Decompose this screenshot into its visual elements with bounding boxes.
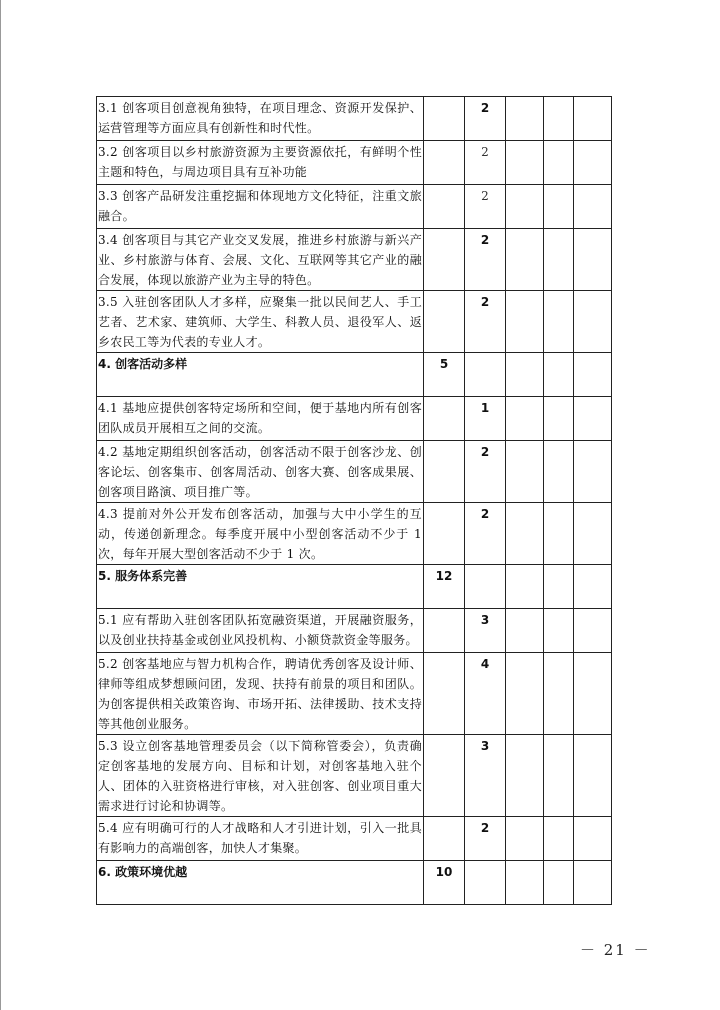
empty-cell: [574, 97, 612, 141]
table-row: [97, 503, 612, 565]
empty-cell: [544, 141, 574, 185]
empty-cell: [544, 397, 574, 441]
criterion-text: 4.1 基地应提供创客特定场所和空间，便于基地内所有创客团队成员开展相互之间的交流。: [97, 397, 424, 441]
empty-cell: [544, 353, 574, 397]
empty-cell: [574, 441, 612, 503]
item-score-cell: [465, 565, 506, 609]
empty-cell: [506, 229, 544, 291]
section-total-score: 12: [424, 565, 465, 609]
table-row: [97, 735, 612, 817]
empty-cell: [574, 735, 612, 817]
total-score-cell: [424, 735, 465, 817]
item-score-cell: 2: [465, 141, 506, 185]
empty-cell: [574, 653, 612, 735]
empty-cell: [544, 609, 574, 653]
section-title: 4. 创客活动多样: [97, 353, 424, 397]
empty-cell: [506, 97, 544, 141]
criterion-text: 3.1 创客项目创意视角独特，在项目理念、资源开发保护、运营管理等方面应具有创新性和时代性。: [97, 97, 424, 141]
table-row: [97, 229, 612, 291]
table-row: [97, 141, 612, 185]
criterion-text: 5.2 创客基地应与智力机构合作，聘请优秀创客及设计师、律师等组成梦想顾问团，发现、扶持有前景的项目和团队。为创客提供相关政策咨询、市场开拓、法律援助、技术支持等其他创业服务。: [97, 653, 424, 735]
criterion-text: 4.3 提前对外公开发布创客活动，加强与大中小学生的互动，传递创新理念。每季度开展中小型创客活动不少于 1 次，每年开展大型创客活动不少于 1 次。: [97, 503, 424, 565]
empty-cell: [506, 735, 544, 817]
total-score-cell: [424, 185, 465, 229]
item-score-cell: 2: [465, 817, 506, 861]
page-number: － 21 －: [580, 941, 651, 959]
total-score-cell: [424, 141, 465, 185]
table-row: [97, 97, 612, 141]
table-row: [97, 441, 612, 503]
criterion-text: 5.1 应有帮助入驻创客团队拓宽融资渠道，开展融资服务，以及创业扶持基金或创业风投机构、小额贷款资金等服务。: [97, 609, 424, 653]
item-score-cell: 2: [465, 291, 506, 353]
empty-cell: [506, 441, 544, 503]
item-score-cell: [465, 353, 506, 397]
section-title: 5. 服务体系完善: [97, 565, 424, 609]
table-row: [97, 397, 612, 441]
section-title: 6. 政策环境优越: [97, 861, 424, 905]
criterion-text: 3.5 入驻创客团队人才多样，应聚集一批以民间艺人、手工艺者、艺术家、建筑师、大学生、科教人员、退役军人、返乡农民工等为代表的专业人才。: [97, 291, 424, 353]
table-row: [97, 609, 612, 653]
table-row: [97, 817, 612, 861]
empty-cell: [574, 609, 612, 653]
total-score-cell: [424, 441, 465, 503]
item-score-cell: 2: [465, 97, 506, 141]
empty-cell: [544, 735, 574, 817]
empty-cell: [544, 653, 574, 735]
page-left-edge: [0, 0, 1, 1010]
criterion-text: 3.2 创客项目以乡村旅游资源为主要资源依托，有鲜明个性主题和特色，与周边项目具有互补功能: [97, 141, 424, 185]
empty-cell: [574, 503, 612, 565]
total-score-cell: [424, 653, 465, 735]
empty-cell: [544, 185, 574, 229]
total-score-cell: [424, 397, 465, 441]
empty-cell: [506, 503, 544, 565]
item-score-cell: 2: [465, 503, 506, 565]
total-score-cell: [424, 503, 465, 565]
empty-cell: [574, 817, 612, 861]
empty-cell: [574, 185, 612, 229]
empty-cell: [506, 397, 544, 441]
criterion-text: 5.4 应有明确可行的人才战略和人才引进计划，引入一批具有影响力的高端创客，加快人才集聚。: [97, 817, 424, 861]
section-total-score: 10: [424, 861, 465, 905]
item-score-cell: 4: [465, 653, 506, 735]
item-score-cell: [465, 861, 506, 905]
item-score-cell: 3: [465, 735, 506, 817]
empty-cell: [574, 397, 612, 441]
empty-cell: [506, 141, 544, 185]
empty-cell: [544, 503, 574, 565]
section-header-row: [97, 861, 612, 905]
empty-cell: [506, 653, 544, 735]
item-score-cell: 2: [465, 229, 506, 291]
empty-cell: [544, 229, 574, 291]
empty-cell: [506, 861, 544, 905]
total-score-cell: [424, 817, 465, 861]
total-score-cell: [424, 609, 465, 653]
total-score-cell: [424, 229, 465, 291]
empty-cell: [544, 817, 574, 861]
empty-cell: [506, 291, 544, 353]
empty-cell: [574, 353, 612, 397]
table-row: [97, 185, 612, 229]
empty-cell: [544, 861, 574, 905]
empty-cell: [506, 609, 544, 653]
empty-cell: [506, 185, 544, 229]
item-score-cell: 2: [465, 185, 506, 229]
total-score-cell: [424, 97, 465, 141]
criterion-text: 3.3 创客产品研发注重挖掘和体现地方文化特征，注重文旅融合。: [97, 185, 424, 229]
empty-cell: [574, 291, 612, 353]
criterion-text: 4.2 基地定期组织创客活动，创客活动不限于创客沙龙、创客论坛、创客集市、创客周活动、创客大赛、创客成果展、创客项目路演、项目推广等。: [97, 441, 424, 503]
empty-cell: [574, 229, 612, 291]
total-score-cell: [424, 291, 465, 353]
empty-cell: [544, 441, 574, 503]
item-score-cell: 1: [465, 397, 506, 441]
criterion-text: 5.3 设立创客基地管理委员会（以下简称管委会），负责确定创客基地的发展方向、目标和计划，对创客基地入驻个人、团体的入驻资格进行审核，对入驻创客、创业项目重大需求进行讨论和协调等。: [97, 735, 424, 817]
empty-cell: [506, 817, 544, 861]
scoring-table: [96, 96, 612, 905]
empty-cell: [574, 565, 612, 609]
section-header-row: [97, 565, 612, 609]
empty-cell: [544, 291, 574, 353]
empty-cell: [544, 565, 574, 609]
empty-cell: [544, 97, 574, 141]
criterion-text: 3.4 创客项目与其它产业交叉发展，推进乡村旅游与新兴产业、乡村旅游与体育、会展、文化、互联网等其它产业的融合发展，体现以旅游产业为主导的特色。: [97, 229, 424, 291]
table-row: [97, 291, 612, 353]
section-header-row: [97, 353, 612, 397]
section-total-score: 5: [424, 353, 465, 397]
empty-cell: [574, 861, 612, 905]
table-row: [97, 653, 612, 735]
item-score-cell: 3: [465, 609, 506, 653]
item-score-cell: 2: [465, 441, 506, 503]
empty-cell: [506, 565, 544, 609]
empty-cell: [574, 141, 612, 185]
empty-cell: [506, 353, 544, 397]
